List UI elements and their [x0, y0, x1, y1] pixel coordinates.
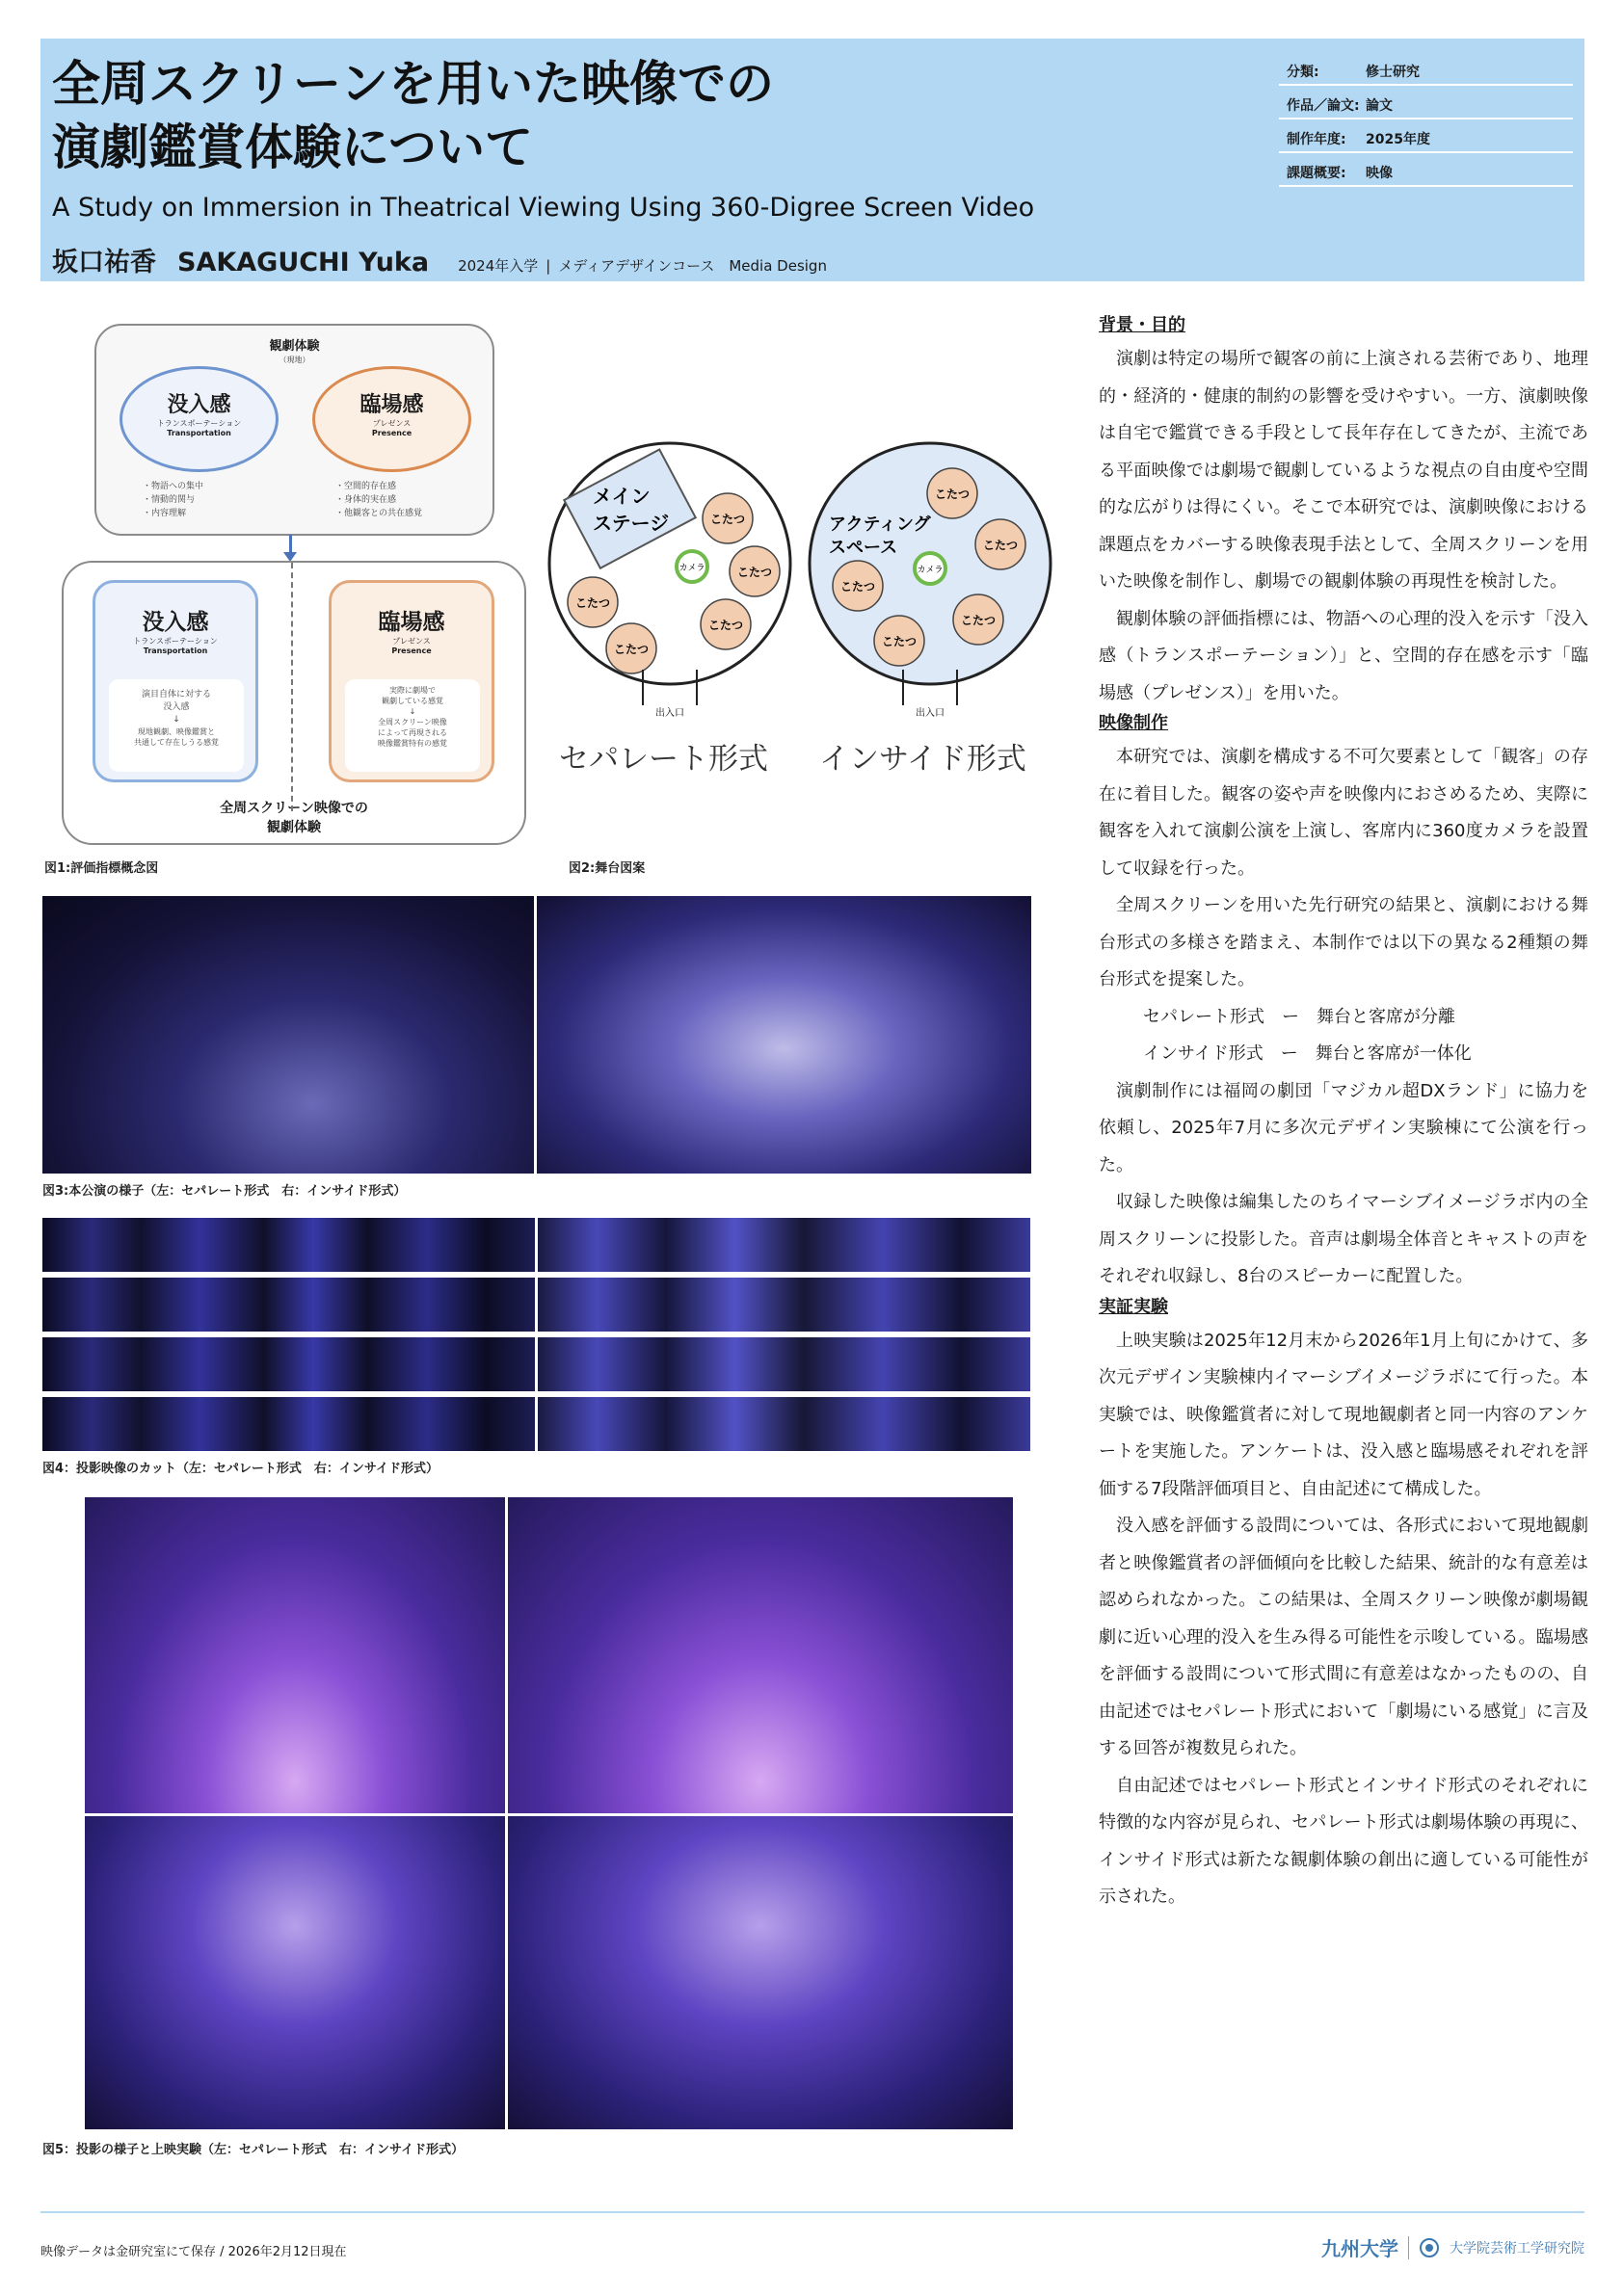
- main-stage-label-2: ステージ: [593, 512, 670, 535]
- photo-projection-separate: [85, 1497, 505, 1813]
- kotatsu-icon: [975, 519, 1025, 569]
- detail-line: 共通して存在しうる感覚: [134, 738, 219, 747]
- page-title: [52, 52, 774, 179]
- kotatsu-icon: [874, 616, 924, 666]
- section-title-experiment: 実証実験: [1099, 1296, 1168, 1317]
- body-text-column: [1099, 314, 1588, 1916]
- detail-line: 全周スクリーン映像: [378, 718, 447, 726]
- kotatsu-icon: [701, 599, 751, 649]
- svg-text:こたつ: こたつ: [881, 635, 918, 648]
- title-english: A Study on Immersion in Theatrical Viewing Using 360-Digree Screen Video: [52, 193, 1035, 223]
- paragraph: 本研究では、演劇を構成する不可欠要素として「観客」の存在に着目した。観客の姿や声を映像内におさめるため、実際に観客を入れて演劇公演を上演し、客席内に360度カメラを設置して収録を行った。: [1099, 747, 1588, 879]
- caption-fig2: 図2:舞台図案: [569, 861, 646, 876]
- caption-fig5: 図5：投影の様子と上映実験（左：セパレート形式 右：インサイド形式）: [42, 2143, 465, 2157]
- screen-presence-kana: プレゼンス: [392, 637, 431, 646]
- entrance-label: 出入口: [655, 708, 684, 719]
- acting-space-label-2: スペース: [829, 538, 898, 558]
- kotatsu-icon: [730, 546, 780, 596]
- university-name: 九州大学: [1321, 2237, 1398, 2260]
- meta-value: 2025年度: [1366, 132, 1430, 147]
- footer-note: 映像データは金研究室にて保存 / 2026年2月12日現在: [40, 2245, 347, 2259]
- frame-separate-4: [42, 1397, 535, 1451]
- svg-text:こたつ: こたつ: [709, 513, 746, 526]
- paragraph: 上映実験は2025年12月末から2026年1月上旬にかけて、多次元デザイン実験棟内イマーシブイメージラボにて行った。本実験では、映像鑑賞者に対して現地観劇者と同一内容のアンケートを実施した。アンケートは、没入感と臨場感それぞれを評価する7段階評価項目と、自由記述にて構成した。: [1099, 1330, 1588, 1499]
- bullet-item: ・空間的存在感: [335, 482, 397, 491]
- detail-line: 観劇している感覚: [382, 697, 443, 705]
- bullet-item: ・内容理解: [143, 509, 187, 518]
- figure-2-stage-plan: [540, 434, 1060, 780]
- author-row: [52, 241, 827, 278]
- live-title: 観劇体験: [269, 339, 320, 354]
- kotatsu-icon: [703, 493, 753, 543]
- meta-label: 制作年度:: [1287, 132, 1346, 147]
- author-name-en: SAKAGUCHI Yuka: [177, 248, 430, 277]
- paragraph: 没入感を評価する設問については、各形式において現地観劇者と映像鑑賞者の評価傾向を比較した結果、統計的な有意差は認められなかった。この結果は、全周スクリーン映像が劇場観劇に近い心理的没入を生み得る可能性を示唆している。臨場感を評価する設問について形式間に有意差はなかったものの、自由記述ではセパレート形式において「劇場にいる感覚」に言及する回答が複数見られた。: [1099, 1516, 1588, 1758]
- camera-icon: [915, 553, 945, 584]
- screen-immersion-box: [93, 580, 258, 782]
- paragraph: 自由記述ではセパレート形式とインサイド形式のそれぞれに特徴的な内容が見られ、セパレート形式は劇場体験の再現に、インサイド形式は新たな観劇体験の創出に適している可能性が示された。: [1099, 1775, 1588, 1907]
- screen-immersion-kana: トランスポーテーション: [133, 637, 218, 646]
- presence-oval: [312, 366, 471, 472]
- paragraph: 演劇は特定の場所で観客の前に上演される芸術であり、地理的・経済的・健康的制約の影響を受けやすい。一方、演劇映像は自宅で鑑賞できる手段として長年存在してきたが、主流である平面映像では劇場で観劇しているような視点の自由度や空間的な広がりは得にくい。そこで本研究では、演劇映像における課題点をカバーする映像表現手法として、全周スクリーンを用いた映像を制作し、劇場での観劇体験の再現性を検討した。: [1099, 349, 1588, 592]
- caption-fig1: 図1:評価指標概念図: [44, 861, 159, 876]
- acting-space-label-1: アクティング: [829, 515, 931, 535]
- label-separate-style: セパレート形式: [559, 742, 768, 777]
- kotatsu-icon: [833, 561, 883, 611]
- immersion-bullets: [143, 480, 203, 520]
- live-subtitle: （現地）: [279, 356, 310, 364]
- meta-row-category: [1279, 52, 1573, 86]
- detail-line: 映像鑑賞特有の感覚: [378, 739, 447, 748]
- frame-separate-2: [42, 1278, 535, 1332]
- svg-text:こたつ: こたつ: [613, 643, 650, 656]
- meta-label: 作品／論文:: [1287, 98, 1360, 114]
- frame-inside-3: [538, 1337, 1030, 1391]
- presence-kana: プレゼンス: [372, 419, 412, 428]
- kotatsu-icon: [953, 594, 1003, 645]
- presence-bullets: [335, 480, 422, 520]
- dashed-divider: [291, 563, 293, 811]
- detail-line: 実際に劇場で: [389, 686, 436, 695]
- meta-label: 課題概要:: [1287, 166, 1346, 181]
- svg-text:こたつ: こたつ: [934, 488, 971, 501]
- svg-text:こたつ: こたつ: [839, 580, 876, 594]
- caption-fig4: 図4：投影映像のカット（左：セパレート形式 右：インサイド形式）: [42, 1462, 439, 1476]
- title-line-2: 演劇鑑賞体験について: [52, 119, 533, 175]
- presence-title: 臨場感: [359, 393, 424, 417]
- immersion-title: 没入感: [167, 393, 231, 417]
- meta-table: [1279, 52, 1573, 187]
- screen-presence-box: [329, 580, 494, 782]
- camera-icon: [677, 551, 707, 582]
- list-item-separate: セパレート形式 ー 舞台と客席が分離: [1143, 1006, 1455, 1027]
- title-line-1: 全周スクリーンを用いた映像での: [52, 56, 774, 112]
- meta-separator: |: [545, 257, 551, 275]
- meta-row-overview: [1279, 153, 1573, 187]
- svg-text:こたつ: こたつ: [736, 566, 773, 579]
- caption-fig3: 図3:本公演の様子（左：セパレート形式 右：インサイド形式）: [42, 1184, 407, 1199]
- photo-screening-separate: [508, 1497, 1013, 1813]
- screen-experience-box: [62, 561, 526, 845]
- screen-immersion-en: Transportation: [143, 647, 208, 655]
- bullet-item: ・物語への集中: [143, 482, 204, 491]
- svg-text:こたつ: こたつ: [707, 619, 744, 632]
- enrollment-year: 2024年入学: [458, 257, 539, 275]
- meta-value: 修士研究: [1366, 65, 1420, 80]
- detail-arrow-icon: ↓: [173, 715, 180, 725]
- live-experience-box: [94, 324, 494, 536]
- list-item-inside: インサイド形式 ー 舞台と客席が一体化: [1143, 1043, 1472, 1064]
- bullet-item: ・身体的実在感: [335, 495, 397, 505]
- frame-inside-4: [538, 1397, 1030, 1451]
- immersion-en: Transportation: [167, 429, 231, 437]
- author-name-jp: 坂口祐香: [52, 248, 156, 277]
- stage-plan-svg: [540, 434, 1060, 723]
- screen-experience-title: [64, 799, 524, 837]
- header-band: [40, 39, 1584, 281]
- meta-row-work-type: [1279, 86, 1573, 119]
- author-meta: [458, 255, 827, 276]
- kotatsu-icon: [568, 577, 618, 627]
- photo-performance-separate: [42, 896, 534, 1174]
- svg-text:こたつ: こたつ: [982, 539, 1019, 552]
- kotatsu-icon: [606, 623, 656, 673]
- emblem-icon: [1419, 2237, 1440, 2258]
- detail-line: によって再現される: [378, 728, 447, 737]
- paragraph: 全周スクリーンを用いた先行研究の結果と、演劇における舞台形式の多様さを踏まえ、本制作では以下の異なる2種類の舞台形式を提案した。: [1099, 895, 1588, 990]
- paragraph: 演劇制作には福岡の劇団「マジカル超DXランド」に協力を依頼し、2025年7月に多次元デザイン実験棟にて公演を行った。: [1099, 1080, 1588, 1175]
- logo-divider: [1408, 2236, 1409, 2259]
- screen-presence-title: 臨場感: [378, 610, 445, 635]
- photo-performance-inside: [537, 896, 1031, 1174]
- frame-inside-1: [538, 1218, 1030, 1272]
- detail-line: 演目自体に対する: [141, 690, 211, 699]
- detail-arrow-icon: ↓: [409, 707, 416, 716]
- bullet-item: ・情動的関与: [143, 495, 196, 505]
- figure-1-concept-diagram: [56, 320, 528, 850]
- meta-value: 映像: [1366, 166, 1393, 181]
- footer-divider: [40, 2211, 1584, 2213]
- presence-en: Presence: [371, 429, 412, 437]
- photo-projection-inside: [85, 1816, 505, 2129]
- frame-inside-2: [538, 1278, 1030, 1332]
- meta-value: 論文: [1366, 98, 1393, 114]
- svg-text:こたつ: こたつ: [574, 596, 611, 610]
- section-title-production: 映像制作: [1099, 713, 1168, 733]
- meta-row-year: [1279, 119, 1573, 153]
- paragraph: 収録した映像は編集したのちイマーシブイメージラボ内の全周スクリーンに投影した。音声は劇場全体音とキャストの声をそれぞれ収録し、8台のスピーカーに配置した。: [1099, 1192, 1588, 1286]
- label-inside-style: インサイド形式: [819, 742, 1026, 777]
- screen-presence-detail: [345, 679, 480, 772]
- photo-screening-inside: [508, 1816, 1013, 2129]
- detail-line: 現地観劇、映像鑑賞と: [138, 727, 215, 736]
- main-stage-label-1: メイン: [593, 485, 651, 508]
- graduate-school-name: 大学院芸術工学研究院: [1450, 2240, 1584, 2256]
- kotatsu-icon: [927, 468, 977, 518]
- university-logo: [1321, 2233, 1584, 2261]
- detail-line: 没入感: [163, 702, 190, 712]
- screen-title-line: 全周スクリーン映像での: [220, 801, 368, 816]
- svg-text:こたつ: こたつ: [960, 614, 997, 627]
- screen-title-line: 観劇体験: [267, 820, 321, 835]
- frame-separate-1: [42, 1218, 535, 1272]
- screen-presence-en: Presence: [391, 647, 432, 655]
- paragraph: 観劇体験の評価指標には、物語への心理的没入を示す「没入感（トランスポーテーション）」と、空間的存在感を示す「臨場感（プレゼンス）」を用いた。: [1099, 608, 1588, 703]
- svg-text:カメラ: カメラ: [917, 566, 944, 575]
- screen-immersion-title: 没入感: [142, 610, 209, 635]
- entrance-label: 出入口: [916, 708, 945, 719]
- frame-separate-3: [42, 1337, 535, 1391]
- immersion-kana: トランスポーテーション: [156, 419, 242, 428]
- course-name: メディアデザインコース Media Design: [558, 257, 827, 275]
- section-title-background: 背景・目的: [1099, 315, 1185, 335]
- immersion-oval: [120, 366, 279, 472]
- svg-text:カメラ: カメラ: [678, 564, 705, 573]
- meta-label: 分類:: [1287, 65, 1319, 80]
- bullet-item: ・他観客との共在感覚: [335, 509, 423, 518]
- screen-immersion-detail: [109, 679, 244, 772]
